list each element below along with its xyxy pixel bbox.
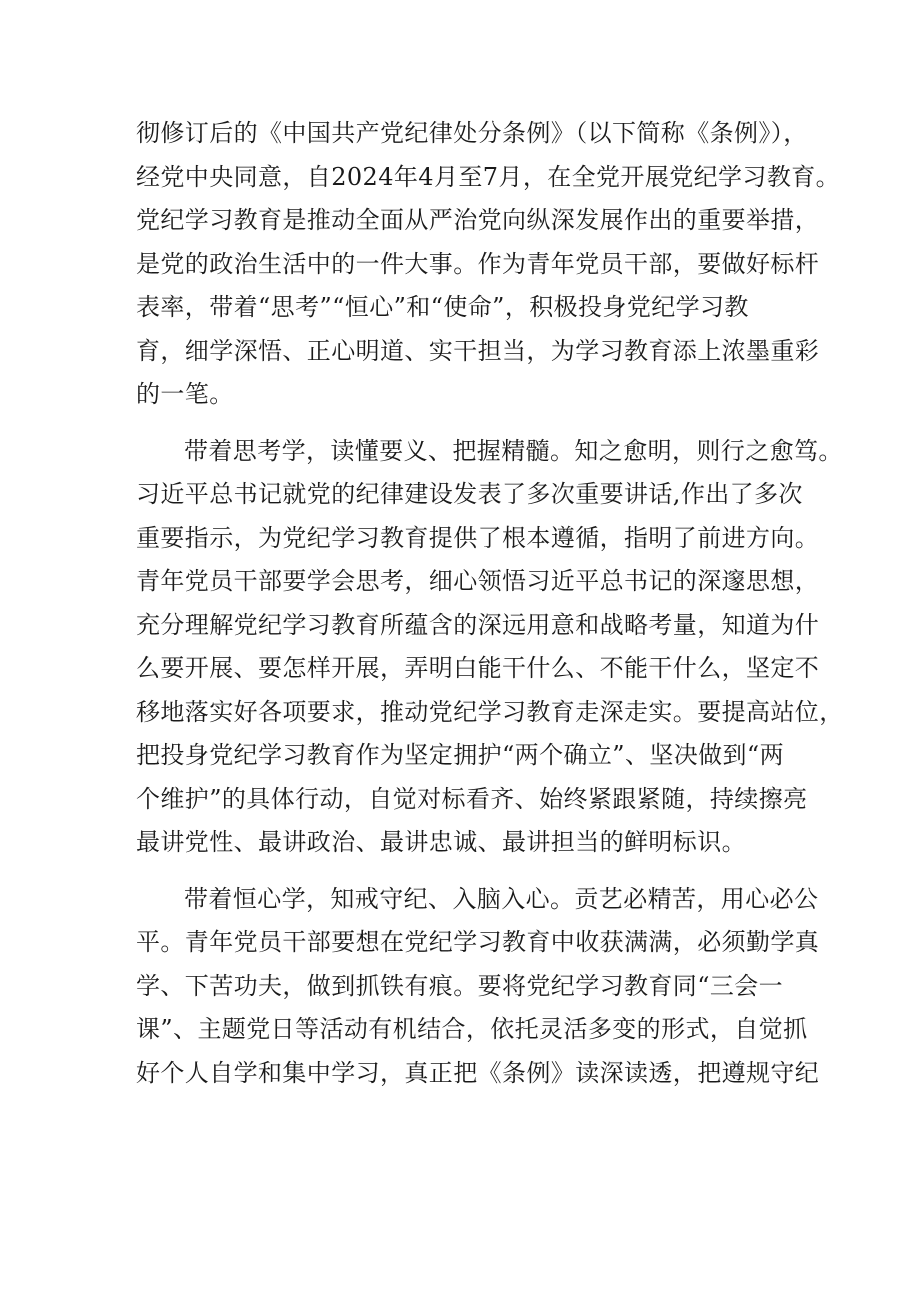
text-line: 带着恒心学，知戒守纪、入脑入心。贡艺必精苦，用心必公 bbox=[184, 884, 819, 913]
text-line: 表率，带着“思考”“恒心”和“使命”，积极投身党纪学习教 bbox=[136, 293, 749, 321]
paragraph-2 bbox=[136, 430, 844, 865]
text-line: 平。青年党员干部要想在党纪学习教育中收获满满，必须勤学真 bbox=[136, 928, 820, 956]
text-line: 充分理解党纪学习教育所蕴含的深远用意和战略考量，知道为什 bbox=[136, 610, 820, 639]
text-line: 的一笔。 bbox=[136, 380, 234, 408]
text-line: 课”、主题党日等活动有机结合，依托灵活多变的形式，自觉抓 bbox=[136, 1015, 808, 1043]
paragraph-3 bbox=[136, 878, 820, 1096]
text-line: 是党的政治生活中的一件大事。作为青年党员干部，要做好标杆 bbox=[136, 249, 820, 278]
text-line: 习近平总书记就党的纪律建设发表了多次重要讲话,作出了多次 bbox=[136, 480, 803, 508]
text-line: 么要开展、要怎样开展，弄明白能干什么、不能干什么，坚定不 bbox=[136, 654, 820, 682]
text-line: 带着思考学，读懂要义、把握精髓。知之愈明，则行之愈笃。 bbox=[184, 436, 843, 465]
paragraph-1 bbox=[136, 112, 841, 417]
text-line: 好个人自学和集中学习，真正把《条例》读深读透，把遵规守纪 bbox=[136, 1058, 820, 1087]
text-line: 青年党员干部要学会思考，细心领悟习近平总书记的深邃思想， bbox=[136, 567, 820, 595]
text-line: 经党中央同意，自2024年4月至7月，在全党开展党纪学习教育。 bbox=[136, 162, 841, 191]
text-line: 个维护”的具体行动，自觉对标看齐、始终紧跟紧随，持续擦亮 bbox=[136, 784, 808, 813]
text-line: 移地落实好各项要求，推动党纪学习教育走深走实。要提高站位， bbox=[136, 697, 844, 726]
text-line: 学、下苦功夫，做到抓铁有痕。要将党纪学习教育同“三会一 bbox=[136, 971, 784, 1000]
text-line: 最讲党性、最讲政治、最讲忠诚、最讲担当的鲜明标识。 bbox=[136, 828, 746, 856]
document-body bbox=[136, 112, 844, 1095]
text-line: 重要指示，为党纪学习教育提供了根本遵循，指明了前进方向。 bbox=[136, 523, 820, 552]
text-line: 彻修订后的《中国共产党纪律处分条例》（以下简称《条例》）， bbox=[136, 119, 808, 147]
text-line: 育，细学深悟、正心明道、实干担当，为学习教育添上浓墨重彩 bbox=[136, 336, 820, 365]
text-line: 党纪学习教育是推动全面从严治党向纵深发展作出的重要举措， bbox=[136, 206, 820, 234]
text-line: 把投身党纪学习教育作为坚定拥护“两个确立”、坚决做到“两 bbox=[136, 741, 785, 769]
